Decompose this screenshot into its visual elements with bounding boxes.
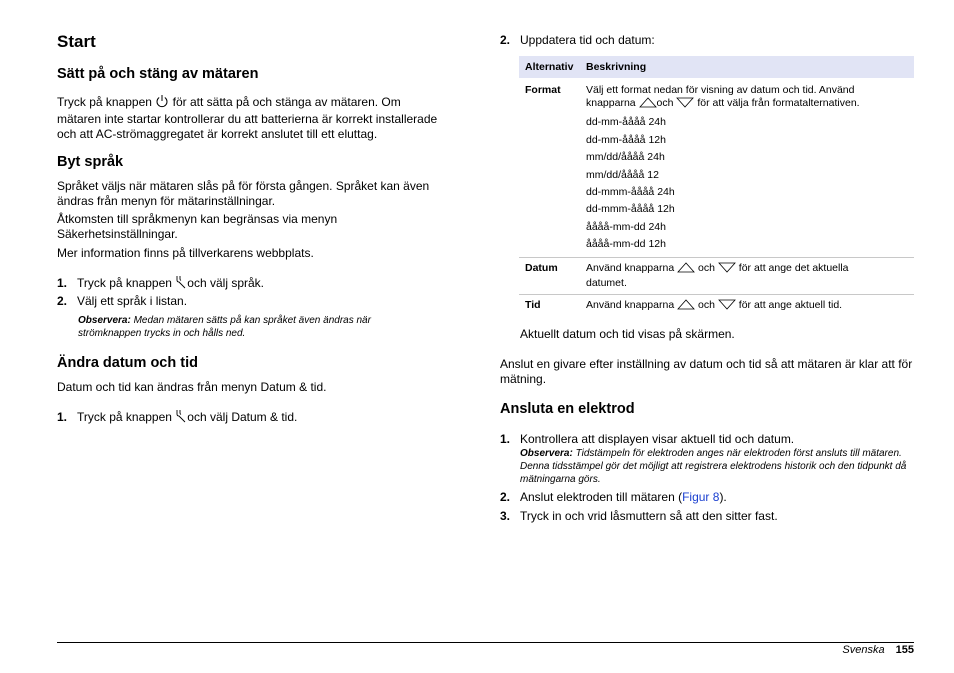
note-text: Tidstämpeln för elektroden anges när elektroden först ansluts till mätaren. Denna tidsstämpel gör det möjligt att registrera elektrodens historik och den tidpunkt då mätningarna görs.: [520, 448, 907, 485]
format-option: dd-mm-åååå 12h: [586, 133, 666, 146]
tid-description: [580, 295, 914, 323]
step-number: 2.: [500, 490, 511, 504]
table-header-row: [519, 56, 914, 78]
language-paragraph-3: Mer information finns på tillverkarens webbplats.: [57, 246, 314, 260]
up-arrow-icon: [639, 97, 657, 112]
language-paragraph-2: Åtkomsten till språkmenyn kan begränsas via menyn Säkerhetsinställningar.: [57, 212, 338, 241]
electrode-step-2: [500, 490, 727, 505]
datetime-paragraph: Datum och tid kan ändras från menyn Datum & tid.: [57, 380, 327, 394]
table-row: [519, 295, 914, 323]
note-label: Observera:: [78, 315, 131, 326]
format-desc-text: knapparna: [586, 97, 636, 109]
note-text: Medan mätaren sätts på kan språket även ändras när strömknappen trycks in och hålls ned.: [78, 315, 371, 339]
step-text-after: och välj språk.: [187, 276, 264, 290]
datum-desc-text: datumet.: [586, 277, 627, 290]
footer: [842, 644, 914, 656]
table-row: [519, 78, 914, 258]
down-arrow-icon: [718, 262, 736, 277]
format-desc-line1: Välj ett format nedan för visning av datum och tid. Använd: [586, 84, 855, 96]
connect-paragraph: Anslut en givare efter inställning av datum och tid så att mätaren är klar att för mätning.: [500, 357, 913, 386]
page-number: 155: [895, 644, 914, 656]
table-row: [519, 258, 914, 295]
power-icon: [155, 94, 169, 112]
format-option: åååå-mm-dd 24h: [586, 220, 666, 233]
step-number: 1.: [500, 432, 511, 446]
option-datum: Datum: [519, 258, 580, 295]
section-heading-language: Byt språk: [57, 154, 124, 170]
footer-divider: [57, 642, 914, 643]
datum-description: [580, 258, 914, 295]
power-paragraph-line2: mätaren inte startar kontrollerar du att batterierna är korrekt installerade: [57, 112, 438, 126]
section-heading-power: Sätt på och stäng av mätaren: [57, 66, 259, 82]
section-heading-electrode: Ansluta en elektrod: [500, 401, 635, 417]
down-arrow-icon: [718, 299, 736, 314]
figure-8-link[interactable]: Figur 8: [682, 490, 720, 504]
step-text-after: och välj Datum & tid.: [187, 410, 298, 424]
after-table-text: Aktuellt datum och tid visas på skärmen.: [520, 327, 735, 341]
format-desc-text: och: [656, 97, 674, 109]
language-step-2: [57, 294, 187, 309]
electrode-step-3: [500, 509, 778, 524]
step-text-after: ).: [719, 490, 727, 504]
tid-desc-text: och: [698, 299, 715, 312]
format-option: mm/dd/åååå 12: [586, 168, 659, 181]
step-text: Uppdatera tid och datum:: [520, 33, 655, 47]
up-arrow-icon: [677, 262, 695, 277]
tid-desc-text: för att ange aktuell tid.: [738, 299, 843, 312]
language-paragraph-1: Språket väljs när mätaren slås på för första gången. Språket kan även ändras från menyn för mätarinställningar.: [57, 179, 430, 208]
step-number: 1.: [57, 276, 68, 290]
step-text-before: Tryck på knappen: [77, 276, 172, 290]
wrench-icon: [175, 409, 187, 427]
datum-desc-text: Använd knapparna: [586, 262, 675, 275]
section-heading-datetime: Ändra datum och tid: [57, 355, 198, 371]
update-step-2: [500, 33, 655, 48]
datum-desc-text: och: [698, 262, 715, 275]
step-text-before: Anslut elektroden till mätaren (: [520, 490, 683, 504]
options-table: [519, 56, 914, 322]
step-text: Tryck in och vrid låsmuttern så att den sitter fast.: [520, 509, 778, 523]
power-paragraph-line3: och att AC-strömaggregatet är korrekt anslutet till ett eluttag.: [57, 127, 378, 141]
option-format: Format: [525, 84, 561, 96]
note-label: Observera:: [520, 448, 573, 459]
tid-desc-text: Använd knapparna: [586, 299, 675, 312]
step-text: Välj ett språk i listan.: [77, 294, 188, 308]
format-option: dd-mmm-åååå 24h: [586, 185, 675, 198]
datetime-step-1: [57, 409, 297, 427]
datum-desc-text: för att ange det aktuella: [738, 262, 849, 275]
up-arrow-icon: [677, 299, 695, 314]
step-number: 1.: [57, 410, 68, 424]
down-arrow-icon: [676, 97, 694, 112]
electrode-note: [520, 447, 915, 486]
power-paragraph-after: för att sätta på och stänga av mätaren. Om: [172, 95, 401, 109]
language-note: [78, 314, 428, 340]
format-option: mm/dd/åååå 24h: [586, 151, 665, 164]
option-tid: Tid: [519, 295, 580, 323]
electrode-step-1: [500, 432, 794, 447]
power-paragraph-before: Tryck på knappen: [57, 95, 152, 109]
power-paragraph: [57, 94, 477, 142]
footer-language: Svenska: [842, 644, 885, 656]
format-desc-line2: [586, 97, 908, 112]
step-number: 2.: [500, 33, 511, 47]
format-option: åååå-mm-dd 12h: [586, 238, 666, 251]
table-header-description: Beskrivning: [580, 56, 914, 78]
page-title: Start: [57, 32, 96, 51]
table-header-option: Alternativ: [519, 56, 580, 78]
format-desc-text: för att välja från formatalternativen.: [697, 97, 860, 109]
step-number: 3.: [500, 509, 511, 523]
step-text: Kontrollera att displayen visar aktuell tid och datum.: [520, 432, 795, 446]
format-option: dd-mm-åååå 24h: [586, 116, 666, 129]
step-number: 2.: [57, 294, 68, 308]
format-description: [580, 78, 914, 258]
format-option: dd-mmm-åååå 12h: [586, 203, 675, 216]
wrench-icon: [175, 275, 187, 293]
language-step-1: [57, 275, 264, 293]
step-text-before: Tryck på knappen: [77, 410, 172, 424]
